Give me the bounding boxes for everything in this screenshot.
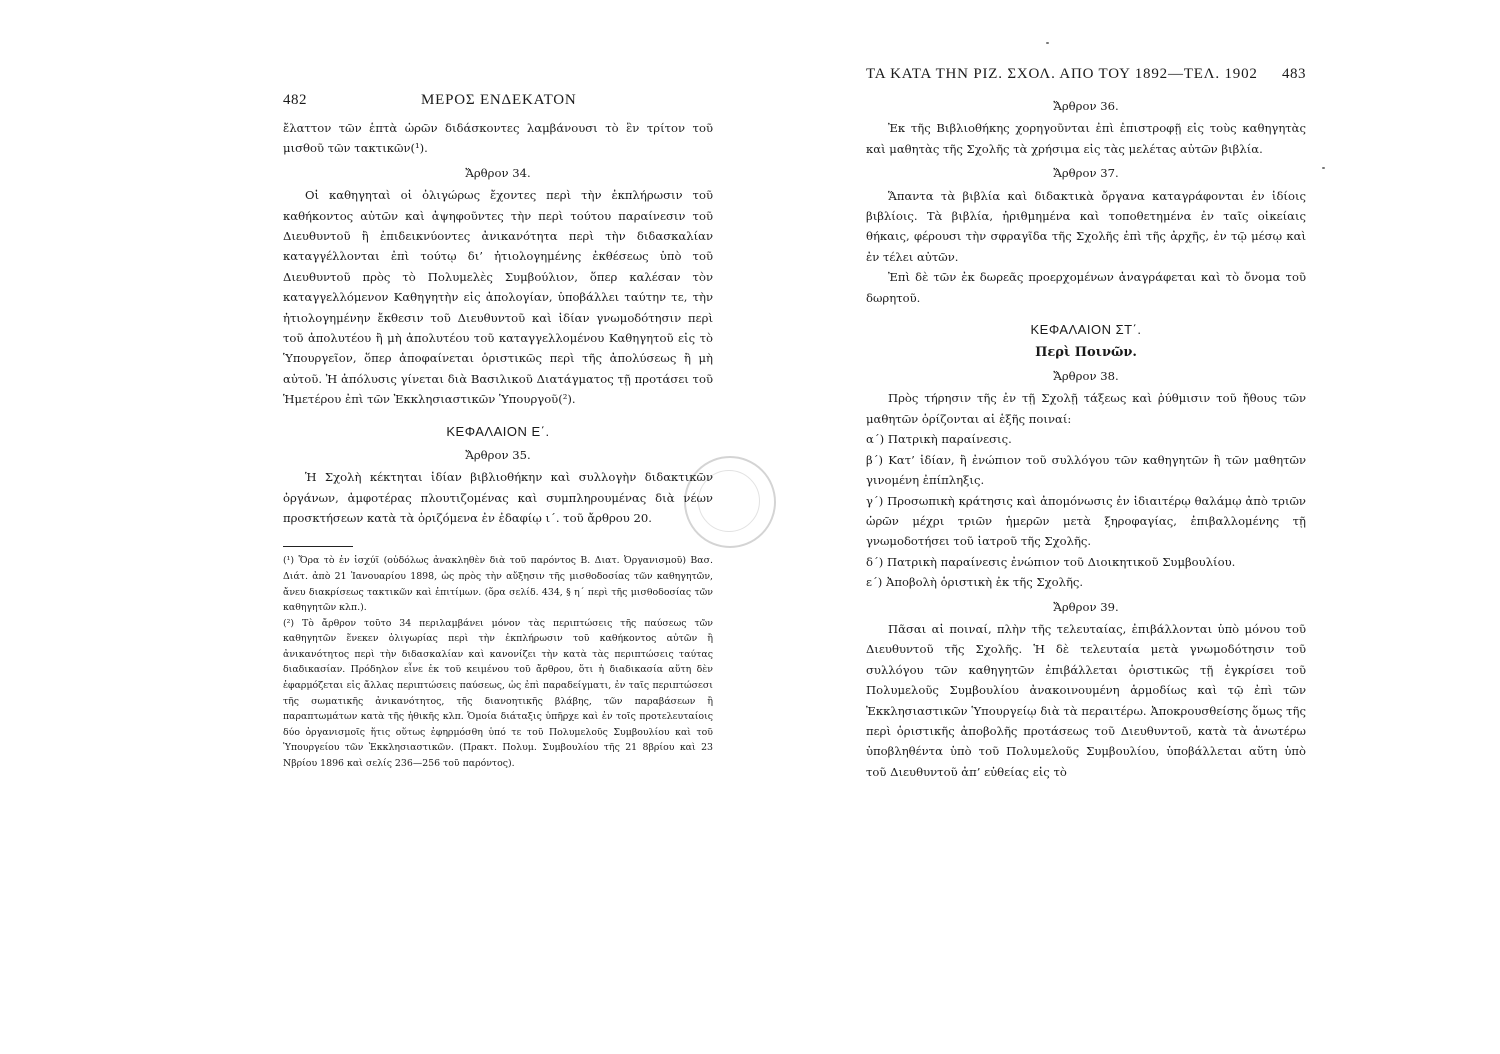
footnote-2: (²) Τὸ ἄρθρον τοῦτο 34 περιλαμβάνει μόνον τὰς περιπτώσεις τῆς παύσεως τῶν καθηγητῶν ἕνεκεν ὀλιγωρίας περὶ τὴν ἐκπλήρωσιν τοῦ καθήκοντος αὐτῶν ἢ ἀνικανότητος περὶ τὴν διδασκαλίαν καὶ κανονίζει τὴν κατὰ τὰς περιπτώσεις ταύτας διαδικασίαν. Πρόδηλον εἶνε ἐκ τοῦ κειμένου τοῦ ἄρθρου, ὅτι ἡ διαδικασία αὕτη δὲν ἐφαρμόζεται εἰς ἄλλας περιπτώσεις παύσεως, ὡς ἐπὶ παραδείγματι, ἐν ταῖς περιπτώσεσι τῆς σωματικῆς ἀνικανότητος, τῆς διανοητικῆς βλάβης, τῶν παραβάσεων ἢ παραπτωμάτων κατὰ τῆς ἠθικῆς κλπ. Ὁμοία διάταξις ὑπῆρχε καὶ ἐν τοῖς προτελευταίοις δύο ὀργανισμοῖς ἥτις οὕτως ἐφηρμόσθη ὑπό τε τοῦ Πολυμελοῦς Συμβουλίου καὶ τοῦ Ὑπουργείου τῶν Ἐκκλησιαστικῶν. (Πρακτ. Πολυμ. Συμβουλίου τῆς 21 8βρίου καὶ 23 Νβρίου 1896 καὶ σελίς 236—256 τοῦ παρόντος). [283,617,713,770]
article-37-text-1: Ἅπαντα τὰ βιβλία καὶ διδακτικὰ ὄργανα καταγράφονται ἐν ἰδίοις βιβλίοις. Τὰ βιβλία, ἠριθμημένα καὶ τοποθετημένα ἐν ταῖς οἰκείαις θήκαις, φέρουσι τὴν σφραγῖδα τῆς Σχολῆς ἐπὶ τῆς ἀρχῆς, ἐν τῷ μέσῳ καὶ ἐν τέλει αὐτῶν. [866,188,1306,264]
penalty-item [866,429,1306,449]
left-page [283,92,713,772]
article-37-heading: Ἄρθρον 37. [1053,166,1119,181]
running-title: ΤΑ ΚΑΤΑ ΤΗΝ ΡΙΖ. ΣΧΟΛ. ΑΠΟ ΤΟΥ 1892—ΤΕΛ. 1902 [866,66,1258,82]
chapter-heading: ΚΕΦΑΛΑΙΟΝ Ε΄. [446,423,550,439]
penalty-text: ε΄) Ἀποβολὴ ὁριστικὴ ἐκ τῆς Σχολῆς. [866,575,1084,590]
article-39-heading: Ἄρθρον 39. [1053,599,1119,614]
article-39-paragraph [866,619,1306,782]
chapter-subtitle: Περὶ Ποινῶν. [1035,345,1137,361]
chapter-heading: ΚΕΦΑΛΑΙΟΝ ΣΤ΄. [1030,322,1142,338]
penalty-item [866,450,1306,491]
page-number: 482 [283,92,307,108]
intro-paragraph: ἔλαττον τῶν ἑπτὰ ὡρῶν διδάσκοντες λαμβάνουσι τὸ ἓν τρίτον τοῦ μισθοῦ τῶν τακτικῶν(¹). [283,121,713,156]
article-35-paragraph [283,467,713,528]
left-page-header [283,92,713,118]
article-38-heading: Ἄρθρον 38. [1053,369,1119,384]
ink-speck [1046,42,1049,44]
article-37-paragraph-1 [866,186,1306,268]
article-35-text: Ἡ Σχολὴ κέκτηται ἰδίαν βιβλιοθήκην καὶ συλλογὴν διδακτικῶν ὀργάνων, ἀμφοτέρας πλουτιζομένας καὶ συμπληρουμένας διὰ νέων προσκτήσεων κατὰ τὰ ὁριζόμενα ἐν ἐδαφίῳ ι΄. τοῦ ἄρθρου 20. [283,470,713,525]
article-36-heading: Ἄρθρον 36. [1053,99,1119,113]
penalty-item [866,552,1306,572]
article-34-heading: Ἄρθρον 34. [465,165,531,180]
article-37-text-2: Ἐπὶ δὲ τῶν ἐκ δωρεᾶς προερχομένων ἀναγράφεται καὶ τὸ ὄνομα τοῦ δωρητοῦ. [866,270,1306,305]
penalty-text: α΄) Πατρικὴ παραίνεσις. [866,432,1012,447]
article-36-paragraph [866,118,1306,159]
penalty-text: δ΄) Πατρικὴ παραίνεσις ἐνώπιον τοῦ Διοικητικοῦ Συμβουλίου. [866,554,1236,569]
page-number: 483 [1282,66,1306,82]
article-38-intro: Πρὸς τήρησιν τῆς ἐν τῇ Σχολῇ τάξεως καὶ ῥύθμισιν τοῦ ἤθους τῶν μαθητῶν ὁρίζονται αἱ ἑξῆς ποιναί: [866,391,1306,426]
ink-speck [1322,167,1325,169]
right-page-header [866,66,1306,92]
article-37-paragraph-2 [866,267,1306,308]
penalty-item [866,491,1306,552]
article-34-paragraph [283,185,713,409]
article-39-text: Πᾶσαι αἱ ποιναί, πλὴν τῆς τελευταίας, ἐπιβάλλονται ὑπὸ μόνου τοῦ Διευθυντοῦ τῆς Σχολῆς. Ἡ δὲ τελευταία μετὰ γνωμοδότησιν τοῦ συλλόγου τῶν καθηγητῶν ἐπιβάλλεται ὁριστικῶς τῇ ἐγκρίσει τοῦ Πολυμελοῦς Συμβουλίου ἀνακοινουμένη ἁρμοδίως καὶ τῷ ἐπὶ τῶν Ἐκκλησιαστικῶν Ὑπουργείῳ διὰ τὰ περαιτέρω. Ἀποκρουσθείσης ὅμως τῆς περὶ ὁριστικῆς ἀποβολῆς προτάσεως τοῦ Διευθυντοῦ, κατὰ τὰ ἀνωτέρω ὑποβληθέντα ὑπὸ τοῦ Πολυμελοῦς Συμβουλίου, ὑποβάλλεται αὕτη ὑπὸ τοῦ Διευθυντοῦ ἀπ’ εὐθείας εἰς τὸ [866,621,1306,779]
footnote-rule [283,546,353,547]
article-35-heading: Ἄρθρον 35. [465,447,531,462]
penalty-text: γ΄) Προσωπικὴ κράτησις καὶ ἀπομόνωσις ἐν ἰδιαιτέρῳ θαλάμῳ ἀπὸ τριῶν ὡρῶν μέχρι τριῶν ἡμερῶν μετὰ ξηροφαγίας, ἐπιβαλλομένης τῇ γνωμοδοτήσει τοῦ ἰατροῦ τῆς Σχολῆς. [866,493,1306,549]
running-title: ΜΕΡΟΣ ΕΝΔΕΚΑΤΟΝ [421,92,577,108]
footnote-1: (¹) Ὅρα τὸ ἐν ἰσχύϊ (οὐδόλως ἀνακληθὲν διὰ τοῦ παρόντος Β. Διατ. Ὀργανισμοῦ) Βασ. Διάτ. ἀπὸ 21 Ἰανουαρίου 1898, ὡς πρὸς τὴν αὔξησιν τῆς μισθοδοσίας τῶν καθηγητῶν, ἄνευ διακρίσεως τακτικῶν καὶ ἐπιτίμων. (ὅρα σελίδ. 434, § η΄ περὶ τῆς μισθοδοσίας τῶν καθηγητῶν κλπ.). [283,555,713,614]
article-38-paragraph [866,388,1306,429]
penalty-text: β΄) Κατ’ ἰδίαν, ἢ ἐνώπιον τοῦ συλλόγου τῶν καθηγητῶν ἢ τῶν μαθητῶν γινομένη ἐπίπληξις. [866,452,1306,488]
article-36-text: Ἐκ τῆς Βιβλιοθήκης χορηγοῦνται ἐπὶ ἐπιστροφῇ εἰς τοὺς καθηγητὰς καὶ μαθητὰς τῆς Σχολῆς τὰ χρήσιμα εἰς τὰς μελέτας αὐτῶν βιβλία. [866,121,1306,156]
article-34-text: Οἱ καθηγηταὶ οἱ ὀλιγώρως ἔχοντες περὶ τὴν ἐκπλήρωσιν τοῦ καθήκοντος αὐτῶν καὶ ἀψηφοῦντες τὴν περὶ τούτου παραίνεσιν τοῦ Διευθυντοῦ ἢ ἐπιδεικνύοντες ἀνικανότητα περὶ τὴν διδασκαλίαν καταγγέλλονται ἐπὶ τούτῳ δι’ ἠτιολογημένης ἐκθέσεως ὑπὸ τοῦ Διευθυντοῦ πρὸς τὸ Πολυμελὲς Συμβούλιον, ὅπερ καλέσαν τὸν καταγγελλόμενον Καθηγητὴν εἰς ἀπολογίαν, ὑποβάλλει ταύτην τε, τὴν ἠτιολογημένην ἔκθεσιν τοῦ Διευθυντοῦ καὶ ἰδίαν γνωμοδότησιν περὶ τοῦ ἀπολυτέου ἢ μὴ ἀπολυτέου τοῦ καταγγελλομένου Καθηγητοῦ εἰς τὸ Ὑπουργεῖον, ὅπερ ἀποφαίνεται ὁριστικῶς περὶ τῆς ἀπολύσεως ἢ μὴ αὐτοῦ. Ἡ ἀπόλυσις γίνεται διὰ Βασιλικοῦ Διατάγματος τῇ προτάσει τοῦ Ἡμετέρου ἐπὶ τῶν Ἐκκλησιαστικῶν Ὑπουργοῦ(²). [283,188,713,407]
right-page [866,66,1306,782]
penalty-item [866,572,1306,592]
